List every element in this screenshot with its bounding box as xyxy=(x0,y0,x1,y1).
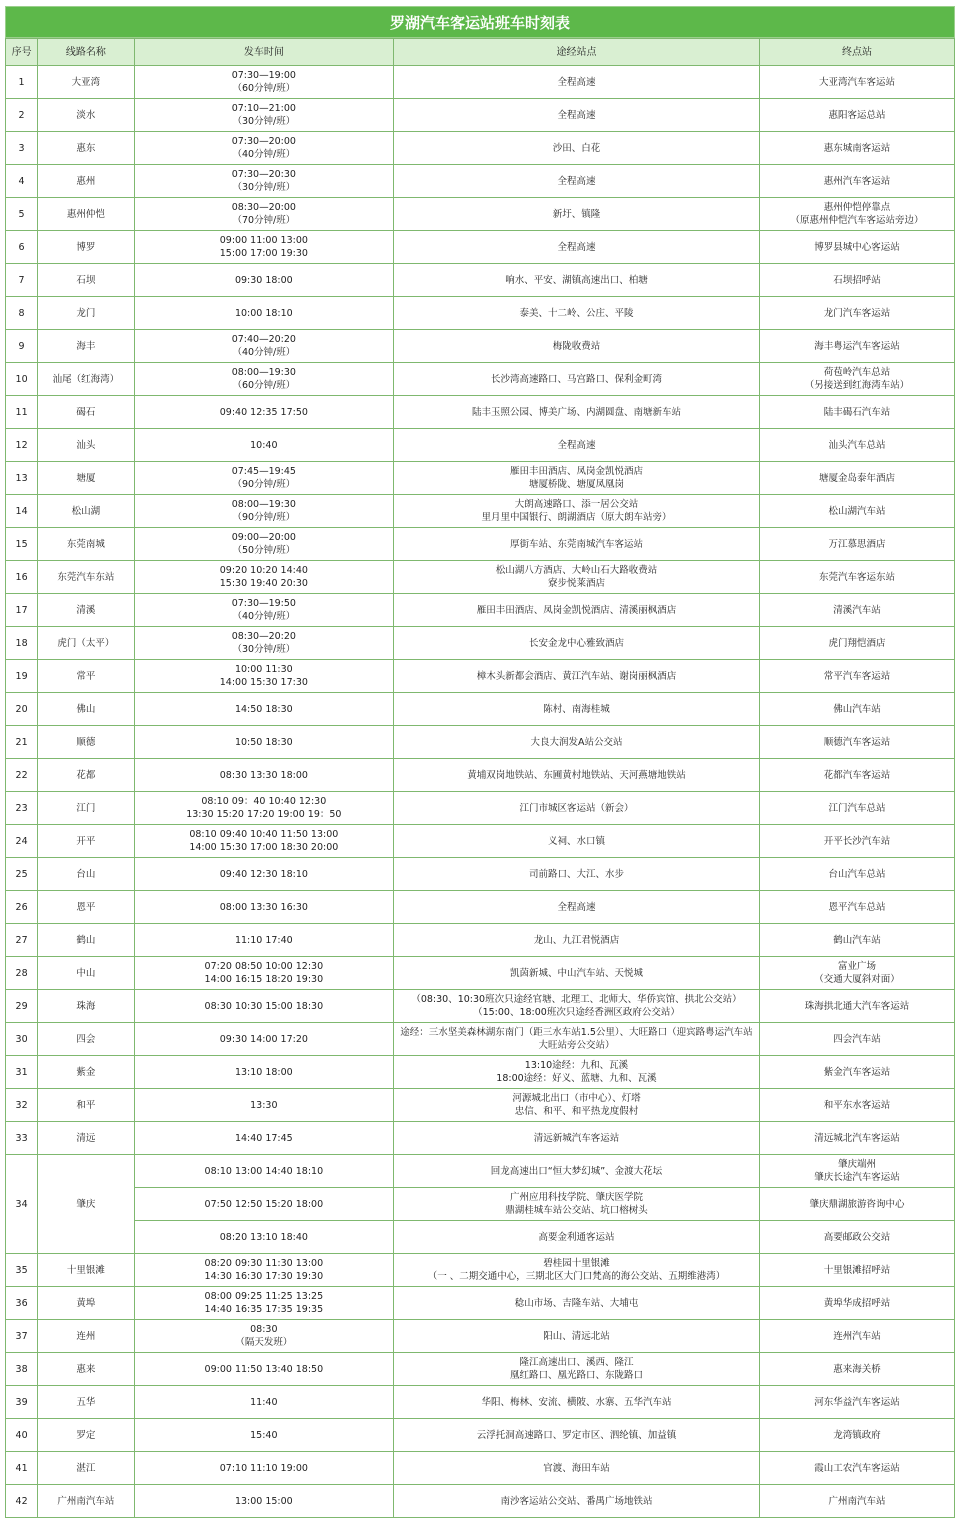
table-row xyxy=(6,1023,955,1056)
cell-terminal: 顺德汽车客运站 xyxy=(759,726,954,759)
table-row xyxy=(6,99,955,132)
cell-terminal: 惠来海关桥 xyxy=(759,1353,954,1386)
cell-route: 十里银滩 xyxy=(38,1254,135,1287)
cell-route: 大亚湾 xyxy=(38,66,135,99)
cell-terminal: 广州南汽车站 xyxy=(759,1485,954,1518)
cell-time: 09:30 18:00 xyxy=(134,264,393,297)
cell-time: 07:45—19:45 （90分钟/班） xyxy=(134,462,393,495)
cell-no: 23 xyxy=(6,792,38,825)
cell-route: 碣石 xyxy=(38,396,135,429)
table-row xyxy=(6,891,955,924)
cell-no: 35 xyxy=(6,1254,38,1287)
cell-route: 虎门（太平） xyxy=(38,627,135,660)
cell-route: 台山 xyxy=(38,858,135,891)
header-route: 线路名称 xyxy=(38,39,135,66)
cell-via: 途经：三水坚美森林湖东南门（距三水车站1.5公里）、大旺路口（迎宾路粤运汽车站大旺站旁公交站） xyxy=(394,1023,760,1056)
cell-terminal: 博罗县城中心客运站 xyxy=(759,231,954,264)
cell-no: 6 xyxy=(6,231,38,264)
cell-route: 罗定 xyxy=(38,1419,135,1452)
cell-route: 佛山 xyxy=(38,693,135,726)
cell-via: 大朗高速路口、添一居公交站 里月里中国银行、朗湖酒店（原大朗车站旁） xyxy=(394,495,760,528)
cell-time: 10:50 18:30 xyxy=(134,726,393,759)
table-row xyxy=(6,1452,955,1485)
table-row xyxy=(6,198,955,231)
cell-terminal: 龙湾镇政府 xyxy=(759,1419,954,1452)
table-row xyxy=(6,1221,955,1254)
cell-time: 09:00 11:50 13:40 18:50 xyxy=(134,1353,393,1386)
table-row xyxy=(6,561,955,594)
table-row xyxy=(6,1320,955,1353)
table-row xyxy=(6,66,955,99)
cell-via: 全程高速 xyxy=(394,66,760,99)
table-row xyxy=(6,528,955,561)
cell-no: 37 xyxy=(6,1320,38,1353)
cell-route: 惠州仲恺 xyxy=(38,198,135,231)
cell-time: 07:30—20:00 （40分钟/班） xyxy=(134,132,393,165)
table-row xyxy=(6,1353,955,1386)
cell-terminal: 珠海拱北通大汽车客运站 xyxy=(759,990,954,1023)
cell-time: 08:10 13:00 14:40 18:10 xyxy=(134,1155,393,1188)
table-row xyxy=(6,1254,955,1287)
cell-terminal: 荷苞岭汽车总站 （另接送到红海湾车站） xyxy=(759,363,954,396)
cell-terminal: 连州汽车站 xyxy=(759,1320,954,1353)
cell-no: 8 xyxy=(6,297,38,330)
cell-terminal: 高要邮政公交站 xyxy=(759,1221,954,1254)
cell-terminal: 河东华益汽车客运站 xyxy=(759,1386,954,1419)
cell-time: 07:20 08:50 10:00 12:30 14:00 16:15 18:20 19:30 xyxy=(134,957,393,990)
cell-no: 21 xyxy=(6,726,38,759)
cell-terminal: 惠州汽车客运站 xyxy=(759,165,954,198)
cell-via: 阳山、清远北站 xyxy=(394,1320,760,1353)
cell-time: 11:10 17:40 xyxy=(134,924,393,957)
table-row xyxy=(6,660,955,693)
cell-terminal: 肇庆端州 肇庆长途汽车客运站 xyxy=(759,1155,954,1188)
table-row xyxy=(6,165,955,198)
cell-route: 广州南汽车站 xyxy=(38,1485,135,1518)
cell-no: 10 xyxy=(6,363,38,396)
cell-terminal: 和平东水客运站 xyxy=(759,1089,954,1122)
cell-route: 四会 xyxy=(38,1023,135,1056)
cell-via: 司前路口、大江、水步 xyxy=(394,858,760,891)
cell-route: 恩平 xyxy=(38,891,135,924)
cell-terminal: 黄埠华成招呼站 xyxy=(759,1287,954,1320)
cell-terminal: 惠东城南客运站 xyxy=(759,132,954,165)
cell-time: 09:30 14:00 17:20 xyxy=(134,1023,393,1056)
cell-time: 14:50 18:30 xyxy=(134,693,393,726)
cell-route: 珠海 xyxy=(38,990,135,1023)
table-row xyxy=(6,1419,955,1452)
cell-no: 5 xyxy=(6,198,38,231)
cell-terminal: 紫金汽车客运站 xyxy=(759,1056,954,1089)
cell-time: 08:30—20:00 （70分钟/班） xyxy=(134,198,393,231)
cell-via: 隆江高速出口、溪西、隆江 凰红路口、凰光路口、东陇路口 xyxy=(394,1353,760,1386)
table-row xyxy=(6,1056,955,1089)
cell-time: 13:10 18:00 xyxy=(134,1056,393,1089)
cell-via: 全程高速 xyxy=(394,165,760,198)
cell-time: 11:40 xyxy=(134,1386,393,1419)
table-row xyxy=(6,264,955,297)
cell-terminal: 东莞汽车客运东站 xyxy=(759,561,954,594)
cell-no: 39 xyxy=(6,1386,38,1419)
cell-no: 30 xyxy=(6,1023,38,1056)
cell-route: 和平 xyxy=(38,1089,135,1122)
cell-route: 惠来 xyxy=(38,1353,135,1386)
table-row xyxy=(6,693,955,726)
timetable xyxy=(5,6,955,1518)
table-row xyxy=(6,858,955,891)
cell-terminal: 开平长沙汽车站 xyxy=(759,825,954,858)
cell-via: 稔山市场、吉隆车站、大埔屯 xyxy=(394,1287,760,1320)
cell-route: 塘厦 xyxy=(38,462,135,495)
table-row xyxy=(6,1287,955,1320)
cell-route: 常平 xyxy=(38,660,135,693)
cell-time: 07:30—19:00 （60分钟/班） xyxy=(134,66,393,99)
cell-terminal: 大亚湾汽车客运站 xyxy=(759,66,954,99)
cell-time: 07:50 12:50 15:20 18:00 xyxy=(134,1188,393,1221)
cell-via: 13:10途经：九和、瓦溪 18:00途经：好义、蓝塘、九和、瓦溪 xyxy=(394,1056,760,1089)
table-row xyxy=(6,594,955,627)
cell-via: 松山湖八方酒店、大岭山石大路收费站 寮步悦莱酒店 xyxy=(394,561,760,594)
cell-route: 开平 xyxy=(38,825,135,858)
cell-terminal: 常平汽车客运站 xyxy=(759,660,954,693)
cell-terminal: 霞山工农汽车客运站 xyxy=(759,1452,954,1485)
cell-route: 惠东 xyxy=(38,132,135,165)
cell-via: 全程高速 xyxy=(394,231,760,264)
cell-no: 11 xyxy=(6,396,38,429)
cell-no: 16 xyxy=(6,561,38,594)
cell-no: 1 xyxy=(6,66,38,99)
cell-time: 07:40—20:20 （40分钟/班） xyxy=(134,330,393,363)
cell-time: 07:10—21:00 （30分钟/班） xyxy=(134,99,393,132)
cell-no: 20 xyxy=(6,693,38,726)
cell-no: 19 xyxy=(6,660,38,693)
table-row xyxy=(6,396,955,429)
cell-via: 响水、平安、湖镇高速出口、柏塘 xyxy=(394,264,760,297)
cell-via: 梅陇收费站 xyxy=(394,330,760,363)
table-row xyxy=(6,429,955,462)
cell-time: 09:20 10:20 14:40 15:30 19:40 20:30 xyxy=(134,561,393,594)
table-row xyxy=(6,759,955,792)
cell-route: 中山 xyxy=(38,957,135,990)
cell-no: 9 xyxy=(6,330,38,363)
cell-no: 3 xyxy=(6,132,38,165)
cell-terminal: 松山湖汽车站 xyxy=(759,495,954,528)
cell-terminal: 塘厦金岛泰年酒店 xyxy=(759,462,954,495)
cell-via: 碧桂园十里银滩 （一 、二期交通中心，三期北区大门口梵高的海公交站、五期维港湾） xyxy=(394,1254,760,1287)
cell-via: 大良大润发A站公交站 xyxy=(394,726,760,759)
cell-time: 08:10 09：40 10:40 12:30 13:30 15:20 17:20 19:00 19：50 xyxy=(134,792,393,825)
cell-no: 13 xyxy=(6,462,38,495)
cell-time: 08:10 09:40 10:40 11:50 13:00 14:00 15:30 17:00 18:30 20:00 xyxy=(134,825,393,858)
cell-time: 13:30 xyxy=(134,1089,393,1122)
table-row xyxy=(6,726,955,759)
cell-no: 24 xyxy=(6,825,38,858)
cell-time: 14:40 17:45 xyxy=(134,1122,393,1155)
cell-route: 湛江 xyxy=(38,1452,135,1485)
cell-via: 长安金龙中心雅致酒店 xyxy=(394,627,760,660)
table-row xyxy=(6,627,955,660)
header-no: 序号 xyxy=(6,39,38,66)
cell-time: 07:30—19:50 （40分钟/班） xyxy=(134,594,393,627)
cell-no: 34 xyxy=(6,1155,38,1254)
header-row xyxy=(6,39,955,66)
cell-via: 江门市城区客运站（新会） xyxy=(394,792,760,825)
cell-time: 08:20 09:30 11:30 13:00 14:30 16:30 17:30 19:30 xyxy=(134,1254,393,1287)
cell-no: 33 xyxy=(6,1122,38,1155)
cell-time: 08:00 09:25 11:25 13:25 14:40 16:35 17:35 19:35 xyxy=(134,1287,393,1320)
cell-time: 09:00—20:00 （50分钟/班） xyxy=(134,528,393,561)
cell-terminal: 惠州仲恺停靠点 （原惠州仲恺汽车客运站旁边） xyxy=(759,198,954,231)
table-row xyxy=(6,1485,955,1518)
table-row xyxy=(6,957,955,990)
cell-no: 7 xyxy=(6,264,38,297)
cell-via: 高要金利通客运站 xyxy=(394,1221,760,1254)
cell-terminal: 台山汽车总站 xyxy=(759,858,954,891)
cell-via: 全程高速 xyxy=(394,891,760,924)
cell-route: 东莞汽车东站 xyxy=(38,561,135,594)
cell-no: 42 xyxy=(6,1485,38,1518)
cell-via: 厚街车站、东莞南城汽车客运站 xyxy=(394,528,760,561)
cell-terminal: 万江慕思酒店 xyxy=(759,528,954,561)
cell-terminal: 四会汽车站 xyxy=(759,1023,954,1056)
schedule-table xyxy=(5,38,955,1518)
cell-no: 4 xyxy=(6,165,38,198)
cell-route: 顺德 xyxy=(38,726,135,759)
cell-route: 惠州 xyxy=(38,165,135,198)
cell-route: 石坝 xyxy=(38,264,135,297)
cell-via: 全程高速 xyxy=(394,429,760,462)
cell-route: 花都 xyxy=(38,759,135,792)
cell-route: 汕尾（红海湾） xyxy=(38,363,135,396)
cell-via: 黄埔双岗地铁站、东圃黄村地铁站、天河燕塘地铁站 xyxy=(394,759,760,792)
cell-via: 官渡、海田车站 xyxy=(394,1452,760,1485)
cell-time: 09:00 11:00 13:00 15:00 17:00 19:30 xyxy=(134,231,393,264)
cell-no: 40 xyxy=(6,1419,38,1452)
cell-route: 五华 xyxy=(38,1386,135,1419)
cell-time: 15:40 xyxy=(134,1419,393,1452)
cell-via: 凯茵新城、中山汽车站、天悦城 xyxy=(394,957,760,990)
header-time: 发车时间 xyxy=(134,39,393,66)
table-row xyxy=(6,132,955,165)
cell-terminal: 恩平汽车总站 xyxy=(759,891,954,924)
cell-time: 10:00 11:30 14:00 15:30 17:30 xyxy=(134,660,393,693)
cell-terminal: 龙门汽车客运站 xyxy=(759,297,954,330)
cell-no: 17 xyxy=(6,594,38,627)
cell-route: 松山湖 xyxy=(38,495,135,528)
cell-via: 沙田、白花 xyxy=(394,132,760,165)
cell-via: 泰美、十二岭、公庄、平陵 xyxy=(394,297,760,330)
cell-time: 08:30 13:30 18:00 xyxy=(134,759,393,792)
cell-route: 汕头 xyxy=(38,429,135,462)
cell-via: 广州应用科技学院、肇庆医学院 鼎湖桂城车站公交站、坑口榕树头 xyxy=(394,1188,760,1221)
cell-time: 10:40 xyxy=(134,429,393,462)
cell-via: 雁田丰田酒店、凤岗金凯悦酒店 塘厦桥陇、塘厦凤凰岗 xyxy=(394,462,760,495)
table-row xyxy=(6,990,955,1023)
cell-time: 08:20 13:10 18:40 xyxy=(134,1221,393,1254)
cell-terminal: 花都汽车客运站 xyxy=(759,759,954,792)
cell-time: 08:00—19:30 （90分钟/班） xyxy=(134,495,393,528)
cell-route: 清溪 xyxy=(38,594,135,627)
cell-route: 海丰 xyxy=(38,330,135,363)
cell-terminal: 海丰粤运汽车客运站 xyxy=(759,330,954,363)
table-row xyxy=(6,1155,955,1188)
cell-terminal: 汕头汽车总站 xyxy=(759,429,954,462)
cell-via: 清远新城汽车客运站 xyxy=(394,1122,760,1155)
cell-time: 09:40 12:35 17:50 xyxy=(134,396,393,429)
table-row xyxy=(6,1122,955,1155)
cell-terminal: 清溪汽车站 xyxy=(759,594,954,627)
cell-via: （08:30、10:30班次只途经官塘、北理工、北师大、华侨宾馆、拱北公交站）（15:00、18:00班次只途经香洲区政府公交站） xyxy=(394,990,760,1023)
cell-no: 41 xyxy=(6,1452,38,1485)
cell-terminal: 富业广场 （交通大厦斜对面） xyxy=(759,957,954,990)
cell-via: 新圩、镇隆 xyxy=(394,198,760,231)
table-row xyxy=(6,1188,955,1221)
cell-via: 全程高速 xyxy=(394,99,760,132)
cell-via: 河源城北出口（市中心）、灯塔 忠信、和平、和平热龙度假村 xyxy=(394,1089,760,1122)
cell-no: 28 xyxy=(6,957,38,990)
cell-terminal: 虎门翔恺酒店 xyxy=(759,627,954,660)
cell-no: 32 xyxy=(6,1089,38,1122)
cell-no: 14 xyxy=(6,495,38,528)
cell-no: 31 xyxy=(6,1056,38,1089)
table-row xyxy=(6,231,955,264)
cell-route: 黄埠 xyxy=(38,1287,135,1320)
header-via: 途经站点 xyxy=(394,39,760,66)
cell-no: 25 xyxy=(6,858,38,891)
cell-route: 鹤山 xyxy=(38,924,135,957)
cell-time: 07:10 11:10 19:00 xyxy=(134,1452,393,1485)
page-title: 罗湖汽车客运站班车时刻表 xyxy=(5,6,955,38)
table-row xyxy=(6,1089,955,1122)
cell-via: 陈村、南海桂城 xyxy=(394,693,760,726)
cell-via: 回龙高速出口“恒大梦幻城”、金渡大花坛 xyxy=(394,1155,760,1188)
table-row xyxy=(6,924,955,957)
cell-terminal: 鹤山汽车站 xyxy=(759,924,954,957)
cell-via: 云浮托洞高速路口、罗定市区、泗纶镇、加益镇 xyxy=(394,1419,760,1452)
cell-no: 29 xyxy=(6,990,38,1023)
cell-terminal: 石坝招呼站 xyxy=(759,264,954,297)
cell-time: 07:30—20:30 （30分钟/班） xyxy=(134,165,393,198)
cell-no: 12 xyxy=(6,429,38,462)
cell-via: 义祠、水口镇 xyxy=(394,825,760,858)
cell-terminal: 十里银滩招呼站 xyxy=(759,1254,954,1287)
cell-no: 15 xyxy=(6,528,38,561)
cell-terminal: 惠阳客运总站 xyxy=(759,99,954,132)
cell-via: 樟木头新都会酒店、黄江汽车站、谢岗丽枫酒店 xyxy=(394,660,760,693)
table-row xyxy=(6,792,955,825)
cell-route: 清远 xyxy=(38,1122,135,1155)
cell-terminal: 佛山汽车站 xyxy=(759,693,954,726)
header-terminal: 终点站 xyxy=(759,39,954,66)
cell-route: 连州 xyxy=(38,1320,135,1353)
table-row xyxy=(6,297,955,330)
cell-terminal: 陆丰碣石汽车站 xyxy=(759,396,954,429)
cell-no: 36 xyxy=(6,1287,38,1320)
cell-route: 博罗 xyxy=(38,231,135,264)
cell-time: 08:00—19:30 （60分钟/班） xyxy=(134,363,393,396)
table-row xyxy=(6,825,955,858)
cell-no: 27 xyxy=(6,924,38,957)
cell-time: 10:00 18:10 xyxy=(134,297,393,330)
cell-no: 26 xyxy=(6,891,38,924)
cell-time: 08:30—20:20 （30分钟/班） xyxy=(134,627,393,660)
cell-via: 南沙客运站公交站、番禺广场地铁站 xyxy=(394,1485,760,1518)
cell-time: 09:40 12:30 18:10 xyxy=(134,858,393,891)
cell-no: 38 xyxy=(6,1353,38,1386)
cell-no: 18 xyxy=(6,627,38,660)
cell-route: 东莞南城 xyxy=(38,528,135,561)
cell-time: 13:00 15:00 xyxy=(134,1485,393,1518)
cell-route: 淡水 xyxy=(38,99,135,132)
cell-route: 龙门 xyxy=(38,297,135,330)
cell-route: 肇庆 xyxy=(38,1155,135,1254)
table-row xyxy=(6,330,955,363)
table-row xyxy=(6,1386,955,1419)
cell-route: 紫金 xyxy=(38,1056,135,1089)
cell-route: 江门 xyxy=(38,792,135,825)
table-body xyxy=(6,66,955,1518)
cell-via: 长沙湾高速路口、马宫路口、保利金町湾 xyxy=(394,363,760,396)
cell-time: 08:30 10:30 15:00 18:30 xyxy=(134,990,393,1023)
cell-no: 22 xyxy=(6,759,38,792)
table-row xyxy=(6,462,955,495)
cell-no: 2 xyxy=(6,99,38,132)
cell-terminal: 肇庆鼎湖旅游咨询中心 xyxy=(759,1188,954,1221)
cell-time: 08:30 （隔天发班） xyxy=(134,1320,393,1353)
table-row xyxy=(6,363,955,396)
cell-terminal: 江门汽车总站 xyxy=(759,792,954,825)
cell-via: 龙山、九江君悦酒店 xyxy=(394,924,760,957)
table-row xyxy=(6,495,955,528)
cell-via: 雁田丰田酒店、凤岗金凯悦酒店、清溪丽枫酒店 xyxy=(394,594,760,627)
cell-via: 陆丰玉照公园、博美广场、内湖圆盘、南塘新车站 xyxy=(394,396,760,429)
cell-time: 08:00 13:30 16:30 xyxy=(134,891,393,924)
cell-terminal: 清远城北汽车客运站 xyxy=(759,1122,954,1155)
cell-via: 华阳、梅林、安流、横陂、水寨、五华汽车站 xyxy=(394,1386,760,1419)
